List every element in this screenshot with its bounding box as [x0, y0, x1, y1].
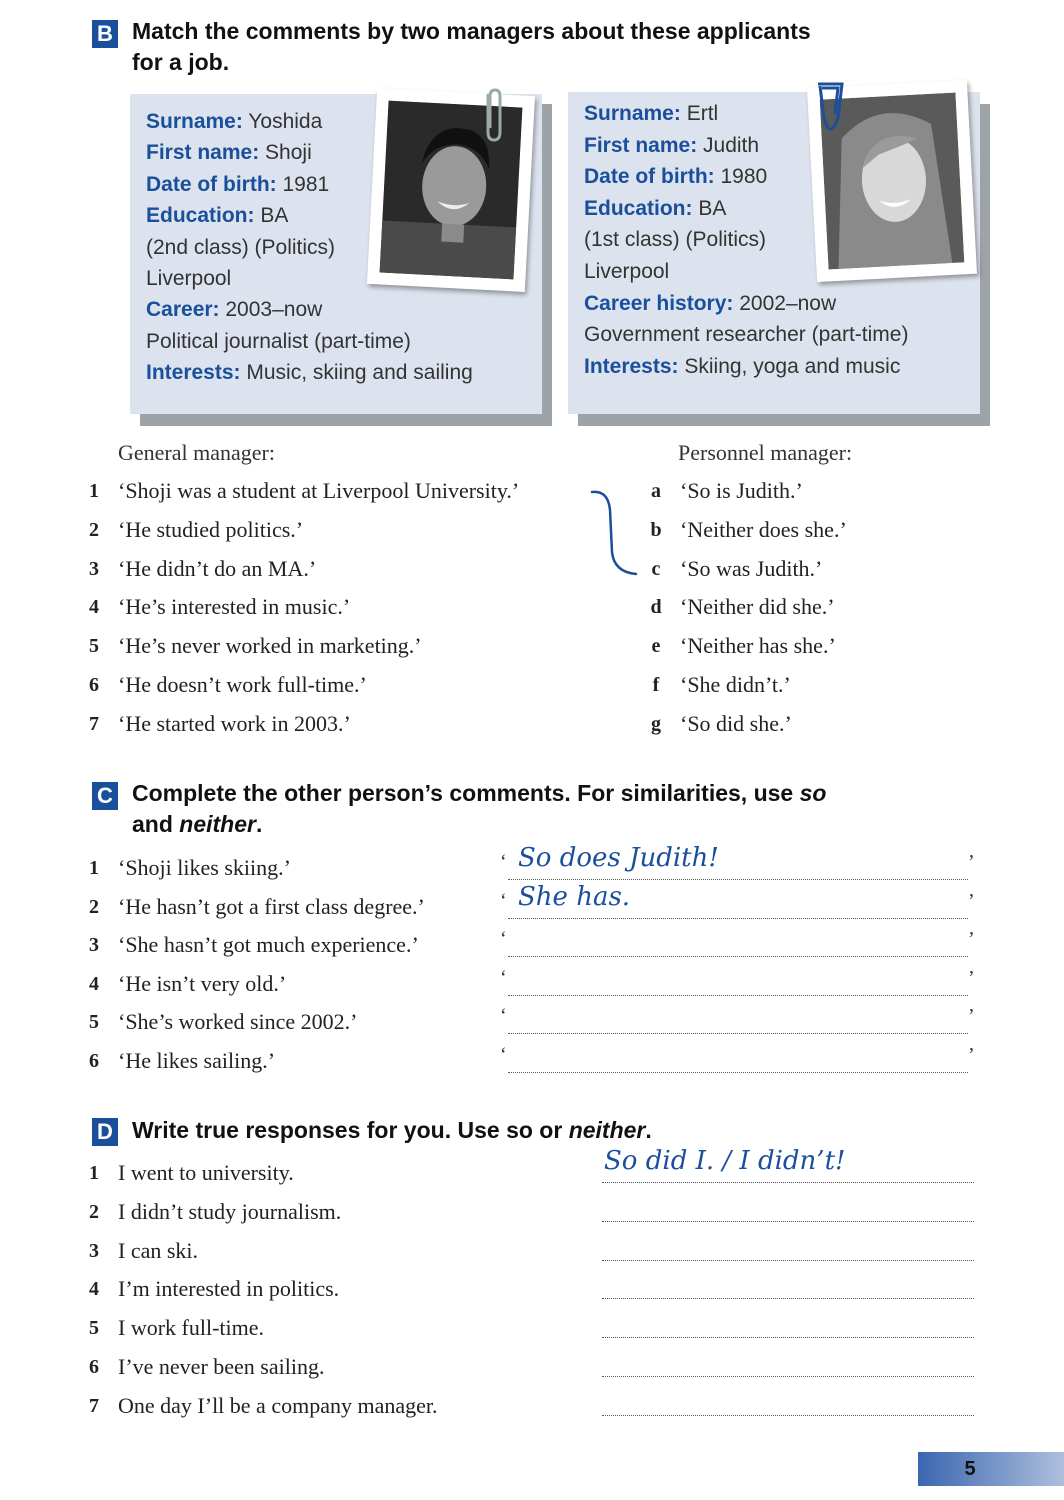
- close-quote: ’: [968, 1044, 975, 1066]
- item-number: 3: [89, 557, 99, 580]
- card-field-label: Surname:: [146, 110, 243, 133]
- comment-prompt: ‘He hasn’t got a first class degree.’: [118, 893, 425, 919]
- general-manager-comment: ‘He’s interested in music.’: [118, 594, 351, 620]
- section-d-instruction: [132, 1115, 652, 1146]
- answer-field[interactable]: [602, 1274, 974, 1299]
- comment-prompt: ‘He isn’t very old.’: [118, 970, 287, 996]
- card-field-label: Interests:: [146, 361, 241, 385]
- section-c-instruction-neither: neither: [179, 811, 256, 837]
- section-b-instruction-line2: for a job.: [132, 49, 230, 75]
- item-number: 2: [89, 895, 99, 918]
- personnel-manager-response: ‘She didn’t.’: [680, 672, 791, 697]
- personnel-manager-heading: Personnel manager:: [678, 440, 853, 465]
- item-number: 3: [89, 1239, 99, 1262]
- section-c-instruction: [132, 778, 826, 840]
- card-field-label: Date of birth:: [146, 172, 277, 196]
- handwritten-answer: So does Judith!: [518, 843, 719, 873]
- answer-field[interactable]: [508, 1048, 968, 1073]
- card-field: [146, 267, 231, 291]
- answer-field[interactable]: [602, 1313, 974, 1338]
- card-field: [146, 141, 312, 165]
- comment-prompt: ‘Shoji likes skiing.’: [118, 855, 291, 880]
- item-number: 7: [89, 1394, 99, 1417]
- card-field-label: Career:: [146, 298, 220, 322]
- section-d-badge: D: [92, 1118, 118, 1146]
- item-number: 5: [89, 1317, 99, 1340]
- section-c-instruction-period: .: [255, 811, 263, 837]
- card-field-value: Shoji: [259, 141, 312, 165]
- personnel-manager-response: ‘So did she.’: [680, 710, 792, 736]
- personnel-manager-response: ‘Neither has she.’: [680, 633, 836, 659]
- personnel-manager-response: ‘Neither did she.’: [680, 594, 835, 620]
- close-quote: ’: [968, 851, 975, 873]
- page-number: 5: [964, 1458, 976, 1480]
- section-d-instruction-text: Write true responses for you. Use: [132, 1117, 507, 1143]
- paperclip-icon: [810, 78, 850, 142]
- item-letter: g: [651, 712, 661, 735]
- open-quote: ‘: [500, 1044, 507, 1066]
- section-b-instruction-line1: Match the comments by two managers about these applicants: [132, 18, 811, 44]
- card-field-value: BA: [692, 196, 727, 220]
- close-quote: ’: [968, 1005, 975, 1028]
- item-letter: d: [650, 596, 662, 619]
- answer-field[interactable]: [602, 1391, 974, 1416]
- statement: I’m interested in politics.: [118, 1276, 340, 1302]
- answer-field[interactable]: [508, 971, 968, 996]
- item-number: 6: [89, 1356, 99, 1378]
- statement: One day I’ll be a company manager.: [118, 1392, 438, 1418]
- card-field: [146, 330, 411, 354]
- handwritten-answer: She has.: [518, 881, 631, 912]
- close-quote: ’: [968, 889, 975, 912]
- section-d-instruction-period: .: [645, 1117, 652, 1143]
- card-field: [584, 228, 766, 252]
- general-manager-heading: General manager:: [118, 440, 275, 465]
- match-line: [588, 482, 648, 582]
- statement: I work full-time.: [118, 1315, 265, 1341]
- general-manager-comment: ‘Shoji was a student at Liverpool University.’: [118, 478, 520, 503]
- card-field: [146, 236, 335, 260]
- item-number: 3: [89, 934, 99, 957]
- card-field-label: First name:: [146, 141, 260, 165]
- open-quote: ‘: [500, 889, 507, 912]
- comment-prompt: ‘She’s worked since 2002.’: [118, 1009, 358, 1035]
- general-manager-comment: ‘He’s never worked in marketing.’: [118, 633, 422, 659]
- close-quote: ’: [968, 928, 975, 951]
- card-field: [584, 197, 726, 221]
- card-field: [146, 298, 322, 322]
- open-quote: ‘: [500, 851, 507, 873]
- general-manager-comment: ‘He didn’t do an MA.’: [118, 555, 317, 581]
- card-field: [584, 323, 908, 347]
- card-field: [146, 173, 329, 197]
- personnel-manager-response: ‘Neither does she.’: [680, 516, 847, 542]
- item-letter: e: [651, 635, 661, 658]
- card-field-value: 2003–now: [219, 298, 323, 322]
- personnel-manager-response: ‘So is Judith.’: [680, 478, 803, 503]
- open-quote: ‘: [500, 1005, 507, 1028]
- section-b-instruction: [132, 16, 811, 78]
- card-field-value: (1st class) (Politics): [584, 228, 767, 252]
- item-number: 4: [89, 972, 99, 995]
- statement: I can ski.: [118, 1237, 199, 1263]
- card-field-label: Date of birth:: [584, 165, 715, 189]
- card-field: [146, 110, 322, 134]
- card-field: [584, 134, 759, 158]
- item-letter: b: [650, 518, 662, 541]
- answer-field[interactable]: [508, 932, 968, 957]
- item-letter: a: [651, 480, 661, 502]
- statement: I’ve never been sailing.: [118, 1354, 325, 1379]
- section-d-instruction-so: so: [506, 1117, 533, 1143]
- section-c-badge: C: [92, 782, 118, 810]
- card-field: [584, 102, 718, 126]
- card-field-label: Education:: [584, 196, 693, 220]
- item-number: 7: [89, 712, 99, 735]
- open-quote: ‘: [500, 966, 507, 989]
- card-field: [584, 292, 836, 316]
- item-number: 4: [89, 596, 99, 619]
- handwritten-answer: So did I. / I didn’t!: [604, 1146, 846, 1176]
- item-number: 4: [89, 1278, 99, 1301]
- item-number: 6: [89, 1050, 99, 1072]
- section-c-instruction-text: and: [132, 811, 180, 837]
- statement: I didn’t study journalism.: [118, 1198, 342, 1224]
- card-field-value: Judith: [697, 133, 760, 157]
- item-letter: f: [652, 674, 660, 696]
- card-field-label: First name:: [584, 133, 698, 157]
- item-number: 5: [89, 635, 99, 658]
- card-field-value: Yoshida: [242, 110, 323, 133]
- section-c-instruction-text: Complete the other person’s comments. For similarities, use: [132, 780, 800, 806]
- card-field-value: Political journalist (part-time): [146, 329, 411, 353]
- card-field-value: Government researcher (part-time): [584, 323, 909, 347]
- card-field-value: 1981: [276, 172, 330, 196]
- item-number: 1: [89, 857, 99, 879]
- personnel-manager-response: ‘So was Judith.’: [680, 555, 823, 581]
- card-field-value: (2nd class) (Politics): [146, 235, 336, 259]
- answer-field[interactable]: [602, 1197, 974, 1222]
- answer-field[interactable]: [602, 1236, 974, 1261]
- photo-shoji: [367, 88, 535, 292]
- card-field-value: Music, skiing and sailing: [240, 361, 473, 385]
- item-number: 5: [89, 1011, 99, 1034]
- item-number: 2: [89, 1200, 99, 1223]
- card-field-value: 2002–now: [733, 291, 837, 315]
- card-field-label: Surname:: [584, 102, 681, 125]
- statement: I went to university.: [118, 1160, 294, 1185]
- page-number-tab: [918, 1452, 1064, 1486]
- paperclip-icon: [478, 86, 508, 144]
- answer-field[interactable]: [602, 1352, 974, 1377]
- general-manager-comment: ‘He started work in 2003.’: [118, 710, 351, 736]
- section-c-instruction-so: so: [799, 780, 827, 806]
- section-d-instruction-neither: neither: [568, 1117, 646, 1143]
- card-field-value: Ertl: [680, 102, 719, 125]
- card-field: [584, 355, 900, 379]
- section-b-badge: B: [92, 20, 118, 48]
- open-quote: ‘: [500, 928, 507, 951]
- card-field-value: 1980: [714, 165, 768, 189]
- card-field: [146, 361, 473, 385]
- item-number: 6: [89, 674, 99, 696]
- card-field-label: Interests:: [584, 354, 679, 378]
- item-letter: c: [651, 557, 661, 580]
- answer-field[interactable]: [508, 1009, 968, 1034]
- item-number: 1: [89, 480, 99, 502]
- card-field-value: Liverpool: [584, 260, 670, 283]
- card-field: [584, 260, 669, 284]
- general-manager-comment: ‘He studied politics.’: [118, 516, 304, 542]
- card-field-value: Skiing, yoga and music: [678, 354, 901, 378]
- card-field-label: Education:: [146, 204, 255, 228]
- card-field: [584, 165, 767, 189]
- comment-prompt: ‘She hasn’t got much experience.’: [118, 932, 419, 958]
- card-field: [146, 204, 288, 228]
- close-quote: ’: [968, 966, 975, 989]
- comment-prompt: ‘He likes sailing.’: [118, 1048, 276, 1073]
- card-field-label: Career history:: [584, 291, 734, 315]
- section-d-instruction-text: or: [532, 1117, 569, 1143]
- general-manager-comment: ‘He doesn’t work full-time.’: [118, 672, 367, 697]
- card-field-value: Liverpool: [146, 267, 232, 290]
- card-field-value: BA: [254, 204, 289, 228]
- item-number: 1: [89, 1162, 99, 1184]
- item-number: 2: [89, 518, 99, 541]
